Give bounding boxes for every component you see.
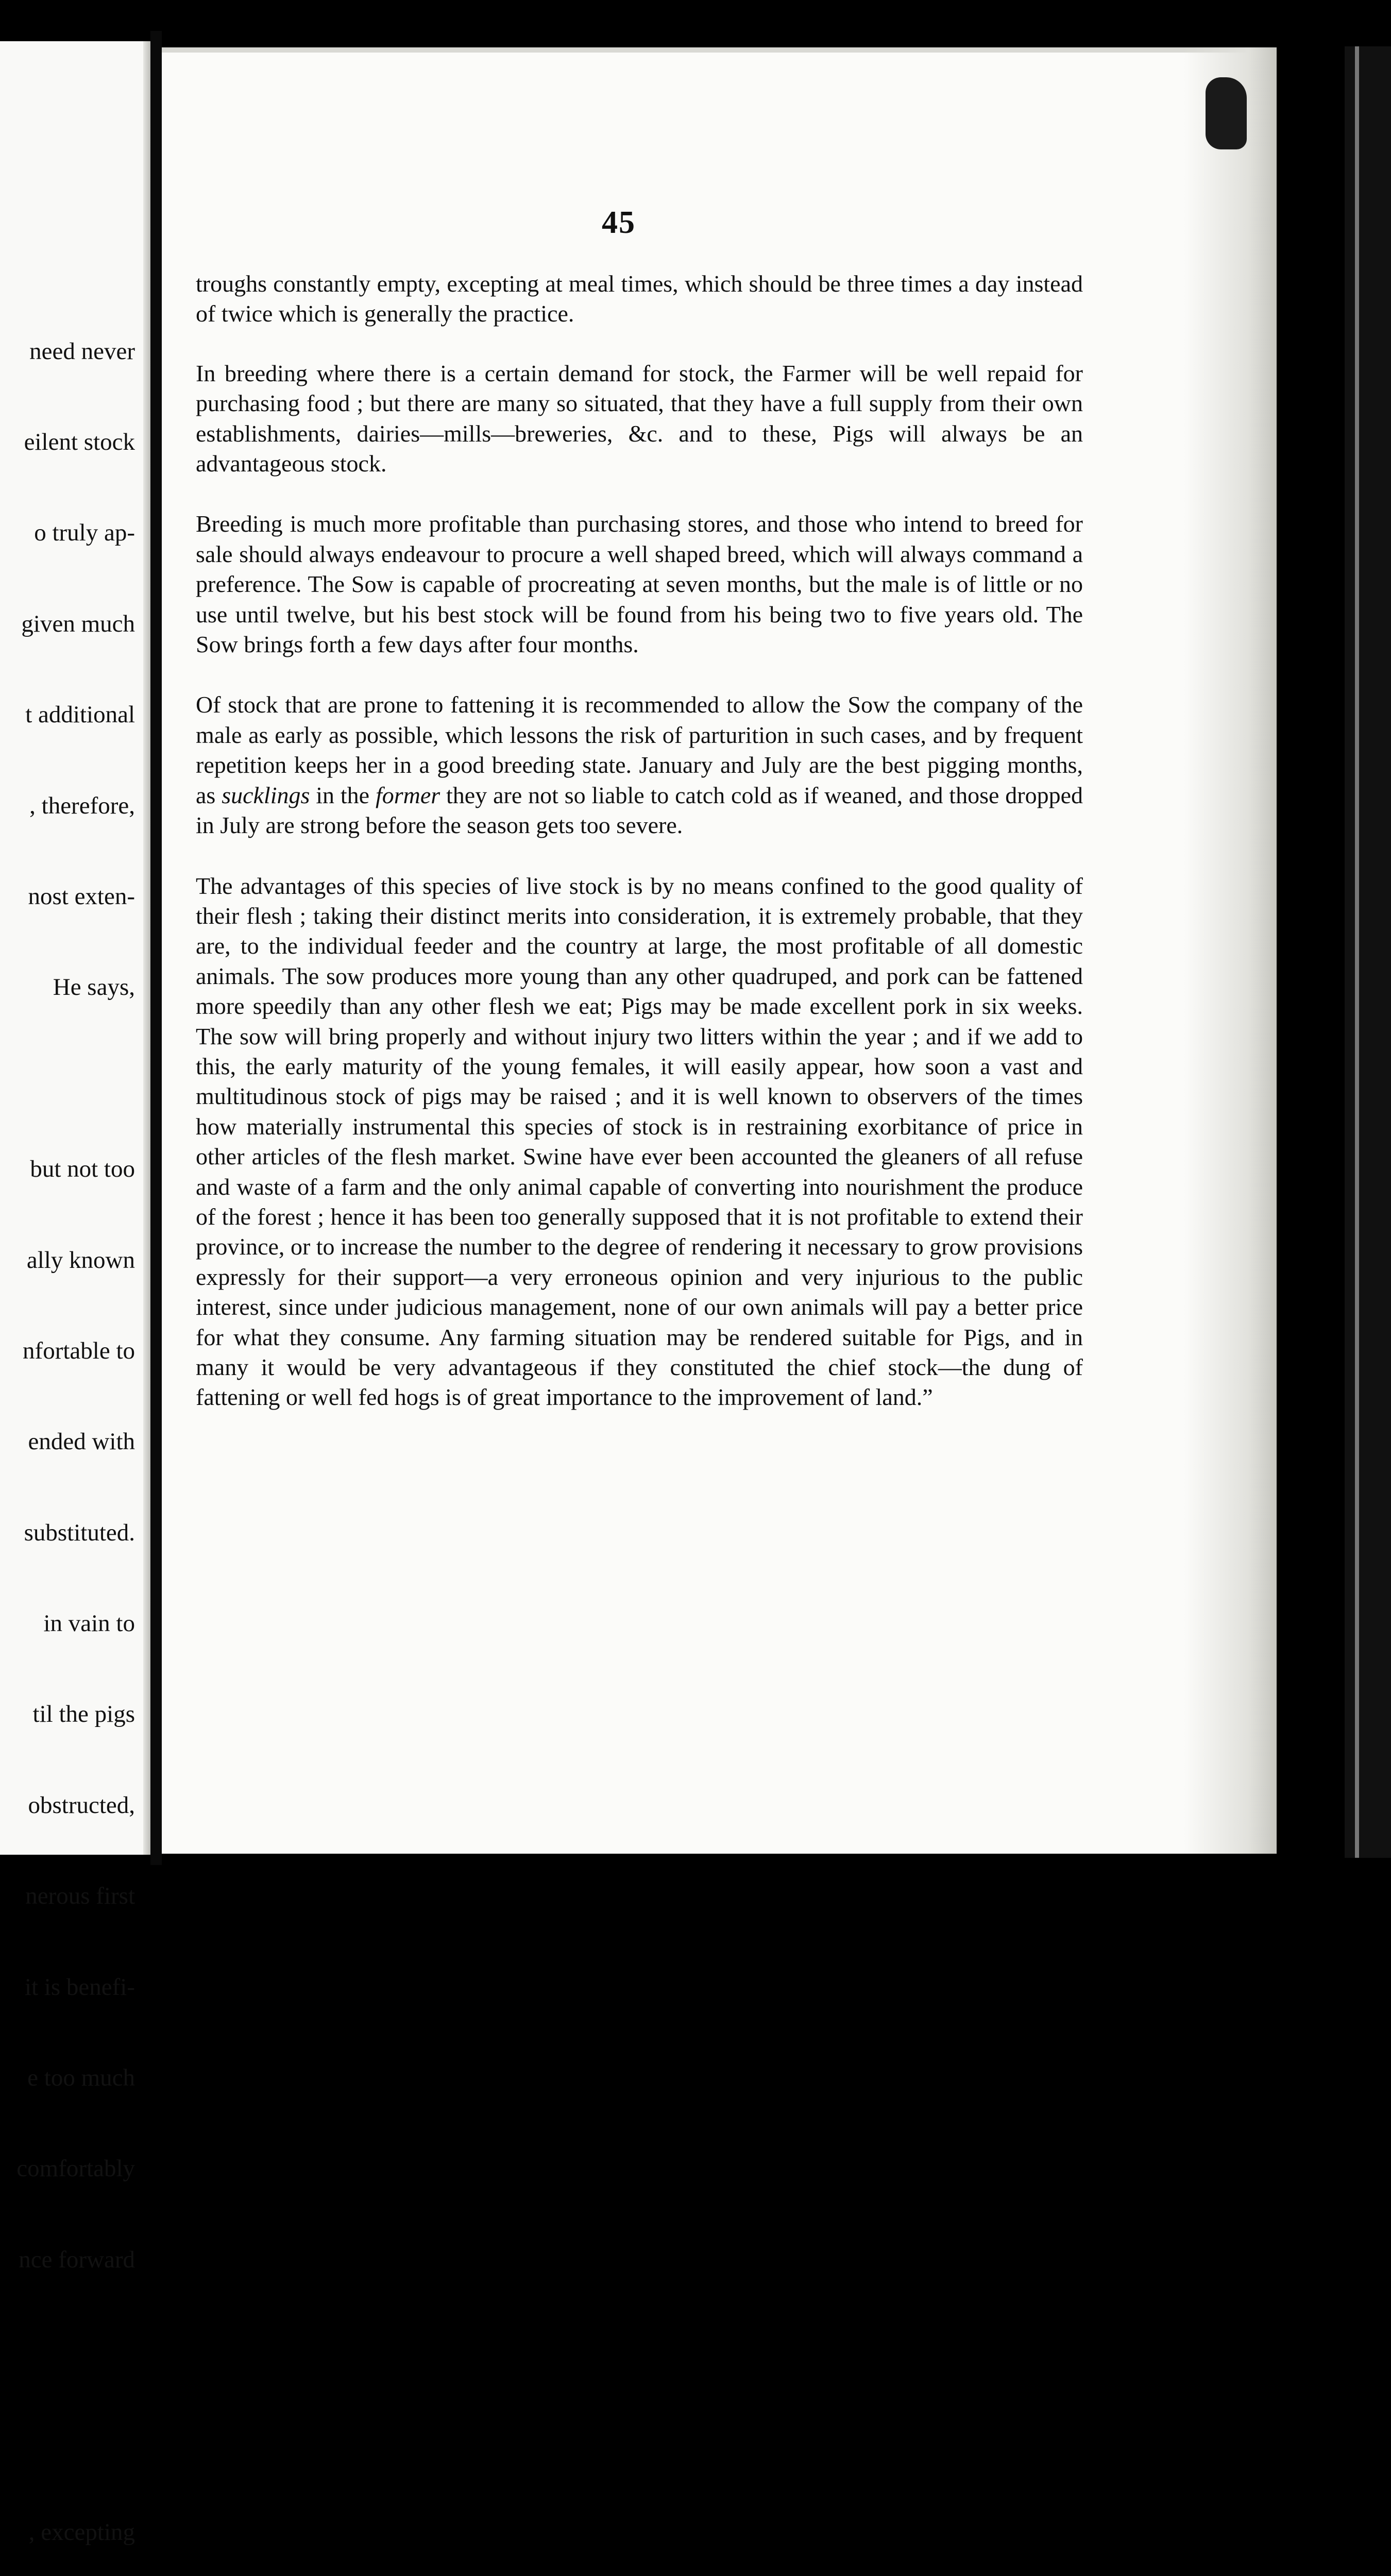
right-page (162, 47, 1277, 1854)
left-line: need never (29, 337, 135, 365)
paragraph-text: they are not so liable to catch cold as if weaned, and those dropped in July are strong before the season gets too severe. (196, 782, 1083, 839)
left-line: He says, (53, 974, 135, 1001)
paragraph: In breeding where there is a certain demand for stock, the Farmer will be well repaid for purchasing food ; but there are many so situated, that they have a full supply from their own establishments, dairies—mills—breweries, &c. and to these, Pigs will always be an advantageous stock. (196, 360, 1083, 477)
paragraph (196, 690, 1083, 840)
left-line: substituted. (24, 1519, 135, 1546)
binding-highlight (1355, 46, 1359, 1858)
binding-strip (1345, 46, 1391, 1858)
paragraph: The advantages of this species of live stock is by no means confined to the good quality of their flesh ; taking their distinct merits into consideration, it is extremely probable, that they are, to the individual feeder and the country at large, the most profitable of all domestic animals. The sow produces more young than any other quadruped, and pork can be fattened more speedily than any other flesh we eat; Pigs may be made excellent pork in six weeks. The sow will bring properly and without injury two litters within the year ; and if we add to this, the early maturity of the young females, it will easily appear, how soon a vast and multitudinous stock of pigs may be raised ; and it is well known to observers of the times how materially instrumental this species of stock is in restraining exorbitance of price in other articles of the flesh market. Swine have ever been accounted the gleaners of all refuse and waste of a farm and the only animal capable of converting into nourishment the produce of the forest ; hence it has been too generally supposed that it is not profitable to extend their province, or to increase the number to the degree of rendering it necessary to grow provisions expressly for their support—a very erroneous opinion and very injurious to the public interest, since under judicious management, none of our own animals will pay a better price for what they consume. Any farming situation may be rendered suitable for Pigs, and in many it would be very advantageous if they constituted the chief stock—the dung of fattening or well fed hogs is of great importance to the improvement of land.” (196, 872, 1083, 1411)
paragraph-text: in the (310, 782, 376, 808)
left-line: o truly ap- (34, 519, 135, 547)
left-line: til the pigs (32, 1701, 135, 1728)
paragraph: troughs constantly empty, excepting at meal times, which should be three times a day instead of twice which is generally the practice. (196, 270, 1083, 327)
left-line: nerous first (25, 1883, 135, 1910)
book-spine (150, 31, 162, 1865)
left-line: , therefore, (29, 792, 135, 819)
left-line: but not too (30, 1156, 135, 1183)
left-line: ended with (28, 1428, 135, 1455)
left-gutter-shadow (143, 41, 150, 1855)
page-number: 45 (602, 205, 636, 240)
left-line: given much (21, 610, 135, 637)
left-page-text (16, 276, 135, 2576)
italic-word: sucklings (222, 782, 310, 808)
left-line: , excepting (28, 2518, 135, 2546)
left-line: comfortably (16, 2155, 135, 2182)
body-text (196, 269, 1083, 1443)
page-edge-shadow (1184, 47, 1277, 1854)
page-top-edge (162, 47, 1277, 53)
paragraph-text: Of stock that are prone to fattening it is recommended to allow the Sow the company of the male as early as possible, which lessons the risk of parturition in such cases, and by frequent repetition keeps her in a good breeding state. January and July are the best pigging months, as (196, 691, 1083, 808)
left-line: ally known (26, 1246, 135, 1274)
left-line: it is benefi- (24, 1973, 135, 2001)
left-line: nost exten- (28, 883, 135, 910)
left-line: nfortable to (23, 1337, 135, 1364)
left-page (0, 41, 150, 2546)
left-line: nce forward (19, 2246, 135, 2273)
scan-blot (1206, 77, 1247, 149)
left-line: in vain to (43, 1610, 135, 1637)
left-line: e too much (27, 2064, 135, 2092)
left-line: eilent stock (24, 428, 135, 455)
paragraph: Breeding is much more profitable than purchasing stores, and those who intend to breed for sale should always endeavour to procure a well shaped breed, which will always command a preference. The Sow is capable of procreating at seven months, but the male is of little or no use until twelve, but his best stock will be found from his being two to five years old. The Sow brings forth a few days after four months. (196, 511, 1083, 658)
left-line: t additional (25, 701, 135, 728)
left-line: obstructed, (28, 1791, 135, 1819)
italic-word: former (375, 782, 440, 808)
